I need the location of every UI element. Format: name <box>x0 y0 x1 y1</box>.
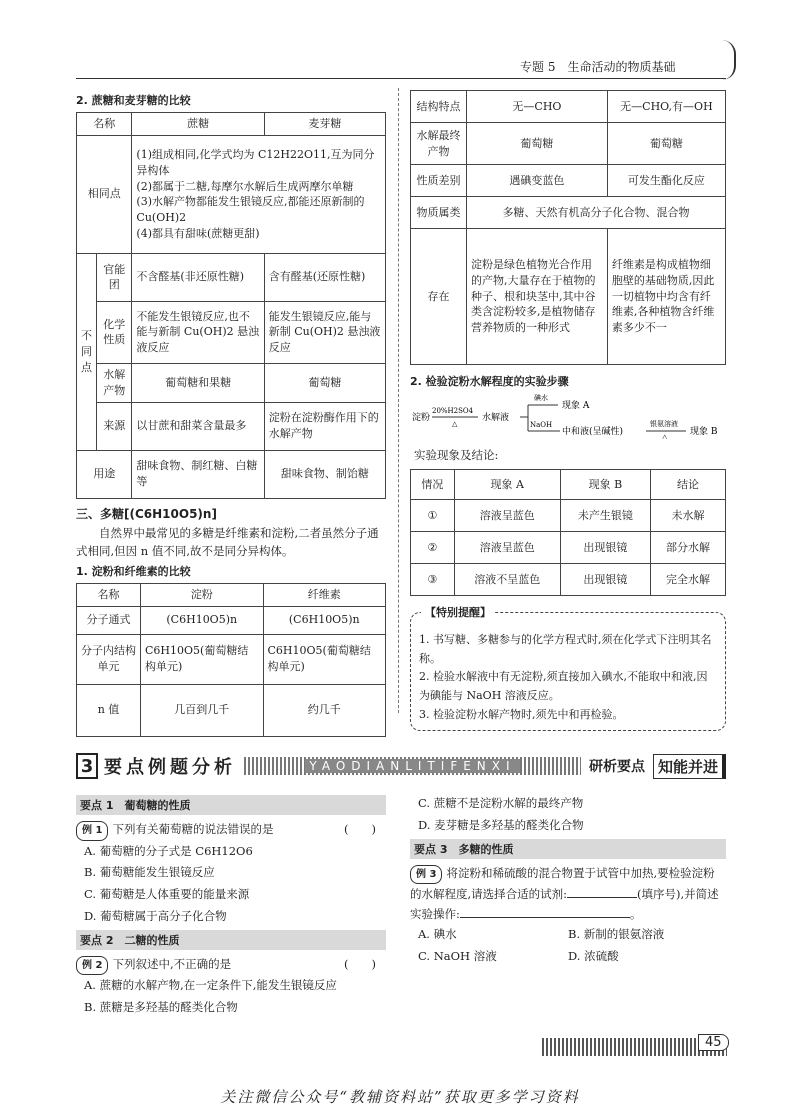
table-cell: (C6H10O5)n <box>141 606 264 634</box>
row-label: 分子通式 <box>77 606 141 634</box>
question-text: 下列有关葡萄糖的说法错误的是 <box>112 822 274 836</box>
table-cell: 葡萄糖 <box>467 123 608 165</box>
option: D. 浓硫酸 <box>568 949 619 964</box>
section-title: 2. 蔗糖和麦芽糖的比较 <box>76 94 191 107</box>
table-cell: 部分水解 <box>651 532 726 564</box>
table-header: 蔗糖 <box>132 113 264 136</box>
table-cell: 能发生银镜反应,能与新制 Cu(OH)2 悬浊液反应 <box>264 301 385 363</box>
header-rule <box>76 78 726 79</box>
banner-tag: 知能并进 <box>653 754 726 779</box>
option: A. 蔗糖的水解产物,在一定条件下,能发生银镜反应 <box>84 978 337 993</box>
example-question <box>76 819 386 841</box>
table-cell: 未水解 <box>651 500 726 532</box>
question-text: 。 <box>629 907 642 922</box>
table-cell: 出现银镜 <box>560 564 650 596</box>
table-cell: ③ <box>411 564 455 596</box>
answer-paren: ( ) <box>344 822 376 836</box>
special-reminder-box <box>410 606 726 731</box>
observation-title: 实验现象及结论: <box>414 448 499 462</box>
option: C. 葡萄糖是人体重要的能量来源 <box>84 887 250 902</box>
flow-phA: 现象 A <box>562 401 590 411</box>
example-tag: 例 3 <box>410 865 442 885</box>
row-label: 来源 <box>97 402 132 450</box>
table-cell: 约几千 <box>263 684 386 736</box>
table-cell: C6H10O5(葡萄糖结构单元) <box>141 634 264 684</box>
option: D. 葡萄糖属于高分子化合物 <box>84 909 227 924</box>
sub-title: 1. 淀粉和纤维素的比较 <box>76 564 191 578</box>
left-column <box>76 90 386 737</box>
flow-naoh: NaOH <box>530 421 553 429</box>
table-header: 麦芽糖 <box>264 113 385 136</box>
example-tag: 例 2 <box>76 956 108 976</box>
table-cell: 葡萄糖 <box>607 123 725 165</box>
table-cell: 可发生酯化反应 <box>607 165 725 197</box>
banner-stripe <box>244 757 581 775</box>
starch-cellulose-table <box>76 583 386 737</box>
section-banner <box>76 752 726 780</box>
same-points-cell <box>132 135 386 253</box>
point-title: 要点 3 多糖的性质 <box>410 839 726 859</box>
table-cell: (C6H10O5)n <box>263 606 386 634</box>
table-cell: 淀粉在淀粉酶作用下的水解产物 <box>264 402 385 450</box>
header-bracket <box>722 40 736 80</box>
flow-mid: 水解液 <box>482 413 510 423</box>
table-cell: ② <box>411 532 455 564</box>
row-label: 物质属类 <box>411 197 467 229</box>
row-label: 用途 <box>77 450 132 498</box>
table-header: 纤维素 <box>263 583 386 606</box>
section-title: 2. 检验淀粉水解程度的实验步骤 <box>410 375 569 388</box>
table-cell: 淀粉是绿色植物光合作用的产物,大量存在于植物的种子、根和块茎中,其中谷类含淀粉较多,是植物储存营养物质的一种形式 <box>467 229 608 365</box>
section-number: 3 <box>76 753 98 779</box>
paragraph: 自然界中最常见的多糖是纤维素和淀粉,二者虽然分子通式相同,但因 n 值不同,故不是同分异构体。 <box>76 525 379 559</box>
option: B. 葡萄糖能发生银镜反应 <box>84 865 215 880</box>
table-header: 结论 <box>651 470 726 500</box>
flow-delta2: △ <box>662 433 668 439</box>
table-cell: 以甘蔗和甜菜含量最多 <box>132 402 264 450</box>
flow-phB: 现象 B <box>690 427 718 437</box>
table-cell: 遇碘变蓝色 <box>467 165 608 197</box>
table-cell: 完全水解 <box>651 564 726 596</box>
option-row <box>410 946 726 968</box>
option: B. 新制的银氨溶液 <box>568 927 665 942</box>
table-cell: 葡萄糖 <box>264 363 385 402</box>
flow-cond1: 20%H2SO4 <box>432 407 474 415</box>
table-cell: 甜味食物、制饴糖 <box>264 450 385 498</box>
flow-reagent: 银氨溶液 <box>650 420 678 428</box>
page-header: 专题 5 生命活动的物质基础 <box>520 60 676 74</box>
option: D. 麦芽糖是多羟基的醛类化合物 <box>418 817 584 832</box>
table-cell: 溶液呈蓝色 <box>454 500 560 532</box>
example-tag: 例 1 <box>76 821 108 841</box>
banner-pinyin: YAODIANLITIFENXI <box>305 759 519 773</box>
table-cell: 几百到几千 <box>141 684 264 736</box>
same-point: (2)都属于二糖,每摩尔水解后生成两摩尔单糖 <box>136 179 354 193</box>
same-point: (4)都具有甜味(蔗糖更甜) <box>136 227 260 241</box>
table-header: 淀粉 <box>141 583 264 606</box>
banner-tag: 研析要点 <box>588 759 645 775</box>
row-label: 结构特点 <box>411 91 467 123</box>
flow-neutral: 中和液(呈碱性) <box>562 427 624 437</box>
table-cell: 多糖、天然有机高分子化合物、混合物 <box>467 197 726 229</box>
table-cell: 无—CHO <box>467 91 608 123</box>
table-cell: 未产生银镜 <box>560 500 650 532</box>
row-label: 存在 <box>411 229 467 365</box>
experiment-flow-diagram <box>410 393 726 439</box>
row-label: 相同点 <box>77 135 132 253</box>
option-row <box>410 924 726 946</box>
reminder-title: 【特别提醒】 <box>421 604 495 623</box>
reminder-item: 2. 检验水解液中有无淀粉,须直接加入碘水,不能取中和液,因为碘能与 NaOH 溶液反应。 <box>419 670 708 703</box>
option: C. NaOH 溶液 <box>418 949 497 964</box>
table-cell: C6H10O5(葡萄糖结构单元) <box>263 634 386 684</box>
same-point: (1)组成相同,化学式均为 C12H22O11,互为同分异构体 <box>136 147 375 177</box>
footer-note: 关注微信公众号“教辅资料站”获取更多学习资料 <box>220 1088 580 1106</box>
row-label: 化学性质 <box>97 301 132 363</box>
answer-paren: ( ) <box>344 956 376 971</box>
question-text: 将淀粉和稀硫酸的混合物置于试管中加热,要检验淀粉的水解程度,请选择合适的试剂: <box>410 865 715 902</box>
answer-blank[interactable] <box>460 917 630 918</box>
option: B. 蔗糖是多羟基的醛类化合物 <box>84 1000 238 1015</box>
reminder-item: 3. 检验淀粉水解产物时,须先中和再检验。 <box>419 707 624 721</box>
option: C. 蔗糖不是淀粉水解的最终产物 <box>418 796 584 810</box>
table-cell: 葡萄糖和果糖 <box>132 363 264 402</box>
table-cell: 出现银镜 <box>560 532 650 564</box>
table-cell: 无—CHO,有—OH <box>607 91 725 123</box>
flow-start: 淀粉 <box>412 413 431 423</box>
question-text: (填序号),并简述实验操作: <box>410 887 719 922</box>
row-label: 官能团 <box>97 253 132 301</box>
question-text: 下列叙述中,不正确的是 <box>112 956 232 971</box>
flow-delta: △ <box>452 420 458 428</box>
option: A. 葡萄糖的分子式是 C6H12O6 <box>84 843 253 858</box>
point-title: 要点 2 二糖的性质 <box>76 930 386 950</box>
table-header: 名称 <box>77 583 141 606</box>
row-label: 分子内结构单元 <box>77 634 141 684</box>
table-cell: ① <box>411 500 455 532</box>
table-cell: 不含醛基(非还原性糖) <box>132 253 264 301</box>
row-label: 水解最终产物 <box>411 123 467 165</box>
table-cell: 含有醛基(还原性糖) <box>264 253 385 301</box>
row-label: 水解产物 <box>97 363 132 402</box>
table-header: 现象 B <box>560 470 650 500</box>
sucrose-maltose-table <box>76 112 386 499</box>
flow-iodine: 碘水 <box>534 394 548 402</box>
answer-blank[interactable] <box>567 897 637 898</box>
row-label: n 值 <box>77 684 141 736</box>
hydrolysis-result-table <box>410 469 726 596</box>
section-title: 三、多糖[(C6H10O5)n] <box>76 506 217 521</box>
table-header: 现象 A <box>454 470 560 500</box>
examples-left <box>76 793 386 1019</box>
flow-svg <box>410 393 726 439</box>
table-cell: 溶液呈蓝色 <box>454 532 560 564</box>
table-header: 名称 <box>77 113 132 136</box>
section-heading: 要点例题分析 <box>104 757 236 778</box>
point-title: 要点 1 葡萄糖的性质 <box>76 795 386 815</box>
table-header: 情况 <box>411 470 455 500</box>
table-cell: 不能发生银镜反应,也不能与新制 Cu(OH)2 悬浊液反应 <box>132 301 264 363</box>
reminder-item: 1. 书写糖、多糖参与的化学方程式时,须在化学式下注明其名称。 <box>419 633 712 665</box>
example-question <box>76 954 386 976</box>
table-cell: 溶液不呈蓝色 <box>454 564 560 596</box>
example-question <box>410 863 726 925</box>
column-divider <box>398 88 399 713</box>
page-number: 45 <box>698 1034 729 1051</box>
table-cell: 纤维素是构成植物细胞壁的基础物质,因此一切植物中均含有纤维素,各种植物含纤维素多少不一 <box>607 229 725 365</box>
option: A. 碘水 <box>418 927 457 942</box>
table-cell: 甜味食物、制红糖、白糖等 <box>132 450 264 498</box>
row-label: 性质差别 <box>411 165 467 197</box>
examples-right <box>410 793 726 968</box>
right-column <box>410 90 726 731</box>
same-point: (3)水解产物都能发生银镜反应,都能还原新制的 Cu(OH)2 <box>136 195 365 225</box>
row-label: 不同点 <box>77 253 97 450</box>
starch-cellulose-table-continued <box>410 90 726 365</box>
